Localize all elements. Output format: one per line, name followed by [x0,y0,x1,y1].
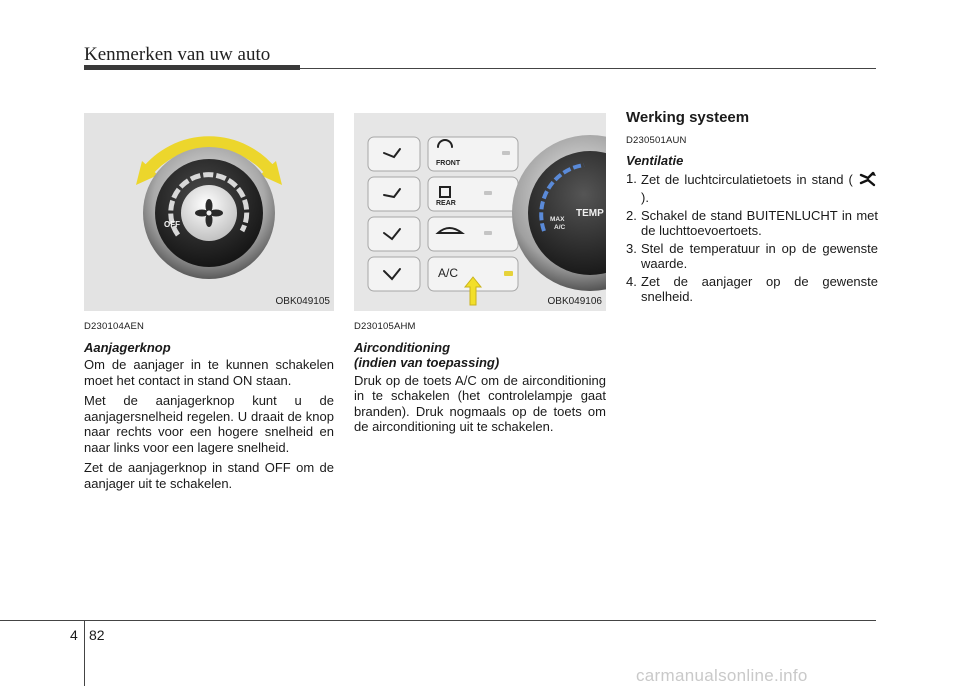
figure-code: OBK049106 [547,296,602,307]
header-rule [300,68,876,69]
temp-label: TEMP [576,208,604,219]
step-text: Stel de temperatuur in op de gewenste waarde. [641,240,878,271]
footer-divider [84,620,85,686]
section-code: D230105AHM [354,321,416,332]
step-text: Zet de luchtcirculatietoets in stand ( [641,171,853,187]
recirculation-icon [858,171,878,191]
step-item [626,274,878,305]
system-operation-section [626,110,878,307]
section-title-note: (indien van toepassing) [354,355,500,370]
watermark: carmanualsonline.info [636,666,808,685]
section-number: 4 [70,627,78,643]
paragraph: Zet de aanjagerknop in stand OFF om de aanjager uit te schakelen. [84,460,334,491]
section-title: Aanjagerknop [84,339,171,355]
step-text: ). [641,190,649,205]
ac-panel-illustration [354,113,606,311]
section-code: D230501AUN [626,134,687,146]
max-label: MAX [550,216,565,223]
rear-label: REAR [436,200,456,207]
section-subtitle: Ventilatie [626,153,684,168]
ac-panel-figure [354,113,606,311]
paragraph: Om de aanjager in te kunnen schakelen moet het contact in stand ON staan. [84,357,334,388]
fan-knob-figure [84,113,334,311]
page-header-title: Kenmerken van uw auto [84,44,271,65]
front-label: FRONT [436,160,461,167]
step-text: Schakel de stand BUITENLUCHT in met de luchttoevoertoets. [641,207,878,238]
step-number: 2. [626,207,637,223]
step-list [626,171,878,305]
step-item [626,208,878,239]
section-code: D230104AEN [84,321,145,332]
footer-rule [0,620,876,621]
ac-section [354,317,606,440]
page-number: 82 [89,627,105,643]
paragraph: Druk op de toets A/C om de airconditioning in te schakelen (het controlelampje gaat branden). Druk nogmaals op de toets om de airconditioning uit te schakelen. [354,372,606,434]
paragraph: Met de aanjagerknop kunt u de aanjagersnelheid regelen. U draait de knop naar rechts voor een hogere snelheid en naar links voor een lagere snelheid. [84,393,334,455]
off-label: OFF [164,220,180,229]
figure-code: OBK049105 [275,296,330,307]
step-number: 1. [626,170,637,186]
step-text: Zet de aanjager op de gewenste snelheid. [641,273,878,304]
step-number: 4. [626,273,637,289]
fan-knob-section [84,317,334,496]
step-item [626,171,878,206]
step-item [626,241,878,272]
step-number: 3. [626,240,637,256]
header-bar [84,65,300,70]
max-ac-label: A/C [554,224,566,231]
section-title: Airconditioning [354,339,451,355]
fan-knob-illustration [84,113,334,311]
section-heading: Werking systeem [626,109,750,126]
ac-label: A/C [438,266,459,280]
